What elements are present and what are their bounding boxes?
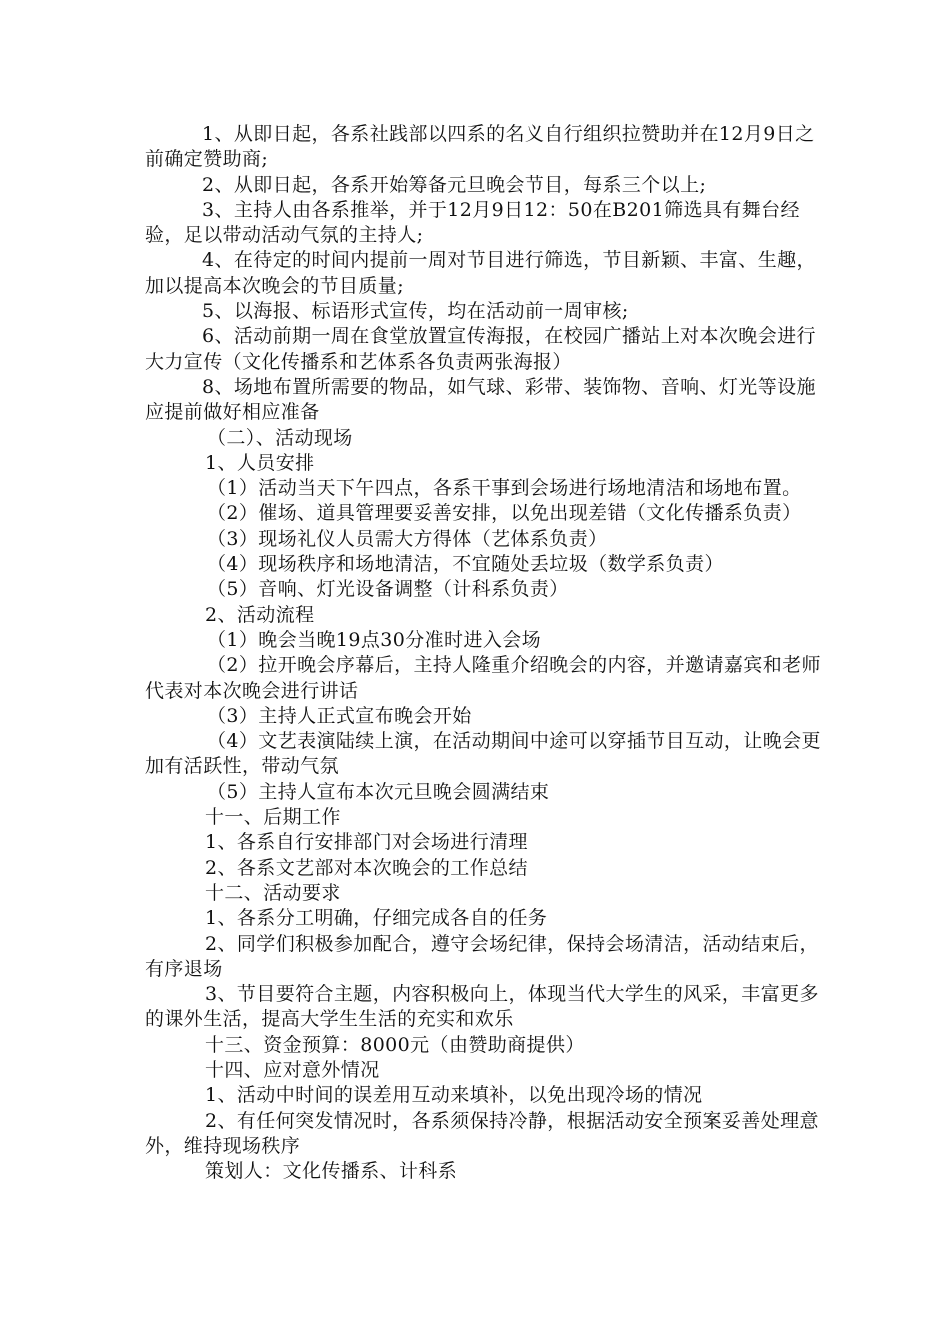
section-heading-budget: 十三、资金预算：8000元（由赞助商提供） [205,1033,585,1056]
section-heading-onsite: （二）、活动现场 [207,426,353,449]
section-heading-followup: 十一、后期工作 [205,806,341,829]
paragraph-staffing-4: （4）现场秩序和场地清洁，不宜随处丢垃圾（数学系负责） [207,553,724,576]
paragraph-prep-3: 3、主持人由各系推举，并于12月9日12：50在B201筛选具有舞台经验，足以带动活动气氛的主持人; [145,198,800,247]
paragraph-prep-1: 1、从即日起，各系社践部以四系的名义自行组织拉赞助并在12月9日之前确定赞助商; [145,123,815,171]
paragraph-process-2: （2）拉开晚会序幕后，主持人隆重介绍晚会的内容，并邀请嘉宾和老师代表对本次晚会进行讲话 [145,654,821,702]
paragraph-followup-1: 1、各系自行安排部门对会场进行清理 [205,831,528,854]
section-heading-contingency: 十四、应对意外情况 [205,1058,380,1081]
subheading-staffing: 1、人员安排 [205,451,315,474]
section-heading-requirements: 十二、活动要求 [205,881,341,904]
paragraph-prep-4: 4、在待定的时间内提前一周对节目进行筛选，节目新颖、丰富、生趣，加以提高本次晚会的节目质量; [145,249,816,297]
paragraph-requirements-2: 2、同学们积极参加配合，遵守会场纪律，保持会场清洁，活动结束后，有序退场 [145,932,819,980]
paragraph-process-1: （1）晚会当晚19点30分准时进入会场 [207,628,542,651]
paragraph-staffing-1: （1）活动当天下午四点，各系干事到会场进行场地清洁和场地布置。 [207,477,802,500]
subheading-process: 2、活动流程 [205,603,315,626]
paragraph-process-4: （4）文艺表演陆续上演，在活动期间中途可以穿插节目互动，让晚会更加有活跃性，带动气氛 [145,730,821,778]
paragraph-staffing-2: （2）催场、道具管理要妥善安排，以免出现差错（文化传播系负责） [207,502,802,525]
paragraph-staffing-3: （3）现场礼仪人员需大方得体（艺体系负责） [207,527,608,550]
paragraph-prep-2: 2、从即日起，各系开始筹备元旦晚会节目，每系三个以上; [202,173,707,196]
paragraph-requirements-1: 1、各系分工明确，仔细完成各自的任务 [205,907,548,930]
paragraph-process-3: （3）主持人正式宣布晚会开始 [207,704,472,727]
paragraph-prep-6: 6、活动前期一周在食堂放置宣传海报，在校园广播站上对本次晚会进行大力宣传（文化传播系和艺体系各负责两张海报） [145,325,816,373]
document-body [145,122,825,1184]
paragraph-prep-8: 8、场地布置所需要的物品，如气球、彩带、装饰物、音响、灯光等设施应提前做好相应准备 [145,375,816,424]
paragraph-requirements-3: 3、节目要符合主题，内容积极向上，体现当代大学生的风采，丰富更多的课外生活，提高大学生生活的充实和欢乐 [145,983,819,1031]
paragraph-planner: 策划人：文化传播系、计科系 [205,1160,458,1183]
paragraph-followup-2: 2、各系文艺部对本次晚会的工作总结 [205,856,528,879]
paragraph-staffing-5: （5）音响、灯光设备调整（计科系负责） [207,578,569,601]
paragraph-process-5: （5）主持人宣布本次元旦晚会圆满结束 [207,780,550,803]
paragraph-contingency-1: 1、活动中时间的误差用互动来填补，以免出现冷场的情况 [205,1084,703,1107]
paragraph-prep-5: 5、以海报、标语形式宣传，均在活动前一周审核; [202,300,629,323]
paragraph-contingency-2: 2、有任何突发情况时，各系须保持冷静，根据活动安全预案妥善处理意外，维持现场秩序 [145,1109,819,1157]
